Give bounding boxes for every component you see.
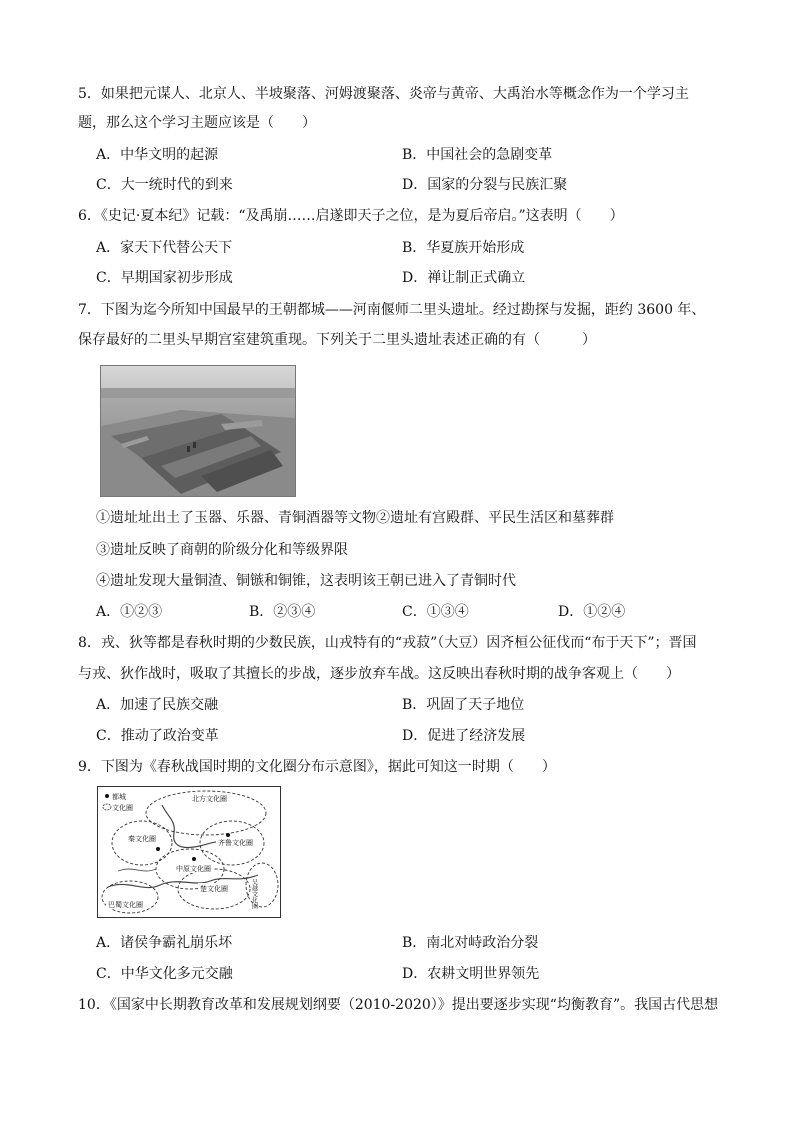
q7-statement-3: ③遗址反映了商朝的阶级分化和等级界限 [96, 542, 348, 558]
q8-option-a: A．加速了民族交融 [96, 697, 219, 713]
q9-option-c: C．中华文化多元交融 [96, 966, 233, 982]
map-label-central: 中原文化圈 [176, 865, 211, 873]
q7-option-d: D．①②④ [558, 604, 626, 620]
q7-statement-1-2: ①遗址址出土了玉器、乐器、青铜酒器等文物②遗址有宫殿群、平民生活区和墓葬群 [96, 510, 614, 526]
q8-option-b: B．巩固了天子地位 [402, 697, 525, 713]
q6-option-c: C．早期国家初步形成 [96, 270, 233, 286]
q8-option-d: D．促进了经济发展 [402, 728, 526, 744]
culture-circle-map [97, 786, 281, 918]
q8-stem-line2: 与戎、狄作战时，吸取了其擅长的步战，逐步放弃车战。这反映出春秋时期的战争客观上（ ） [78, 666, 680, 682]
legend-city-icon [105, 794, 109, 798]
q5-option-c: C．大一统时代的到来 [96, 177, 233, 193]
map-label-bashu: 巴蜀文化圈 [108, 901, 143, 909]
legend-city-label: 都城 [112, 793, 126, 801]
q10-stem-line1: 10．《国家中长期教育改革和发展规划纲要（2010-2020）》提出要逐步实现“均衡教育”。我国古代思想 [78, 997, 719, 1013]
q9-stem-line1: 9．下图为《春秋战国时期的文化圈分布示意图》，据此可知这一时期（ ） [78, 759, 556, 775]
q5-stem-line2: 题，那么这个学习主题应该是（ ） [78, 115, 316, 131]
map-label-qin: 秦文化圈 [128, 835, 156, 843]
q9-option-a: A．诸侯争霸礼崩乐坏 [96, 935, 233, 951]
q7-option-a: A．①②③ [96, 604, 163, 620]
erlitou-site-photo [100, 365, 296, 497]
legend-circle-icon [103, 804, 111, 810]
map-label-qilu: 齐鲁文化圈 [218, 839, 253, 847]
q5-option-b: B．中国社会的急剧变革 [402, 147, 553, 163]
q9-option-d: D．农耕文明世界领先 [402, 966, 540, 982]
q7-stem-line2: 保存最好的二里头早期宫室建筑重现。下列关于二里头遗址表述正确的有（ ） [78, 332, 596, 348]
legend-circle-label: 文化圈 [112, 804, 133, 812]
q8-stem-line1: 8．戎、狄等都是春秋时期的少数民族，山戎特有的“戎菽”（大豆）因齐桓公征伐而“布于天下”；晋国 [78, 635, 697, 651]
q8-option-c: C．推动了政治变革 [96, 728, 219, 744]
map-label-chu: 楚文化圈 [200, 885, 228, 893]
q7-option-c: C．①③④ [402, 604, 469, 620]
q5-option-a: A．中华文明的起源 [96, 147, 219, 163]
q6-option-a: A．家天下代替公天下 [96, 240, 233, 256]
map-label-wuyue: 吴越文化圈 [250, 879, 258, 909]
q5-option-d: D．国家的分裂与民族汇聚 [402, 177, 568, 193]
map-label-north: 北方文化圈 [192, 795, 227, 803]
q6-stem-line1: 6．《史记·夏本纪》记载：“及禹崩……启遂即天子之位，是为夏后帝启。”这表明（ ） [78, 208, 624, 224]
q7-stem-line1: 7．下图为迄今所知中国最早的王朝都城——河南偃师二里头遗址。经过勘探与发掘，距约 3600 年、 [78, 302, 706, 318]
q6-option-b: B．华夏族开始形成 [402, 240, 525, 256]
q9-option-b: B．南北对峙政治分裂 [402, 935, 539, 951]
q6-option-d: D．禅让制正式确立 [402, 270, 526, 286]
q7-option-b: B．②③④ [249, 604, 316, 620]
q5-stem-line1: 5．如果把元谋人、北京人、半坡聚落、河姆渡聚落、炎帝与黄帝、大禹治水等概念作为一个学习主 [78, 86, 689, 102]
q7-statement-4: ④遗址发现大量铜渣、铜镞和铜锥，这表明该王朝已进入了青铜时代 [96, 573, 516, 589]
